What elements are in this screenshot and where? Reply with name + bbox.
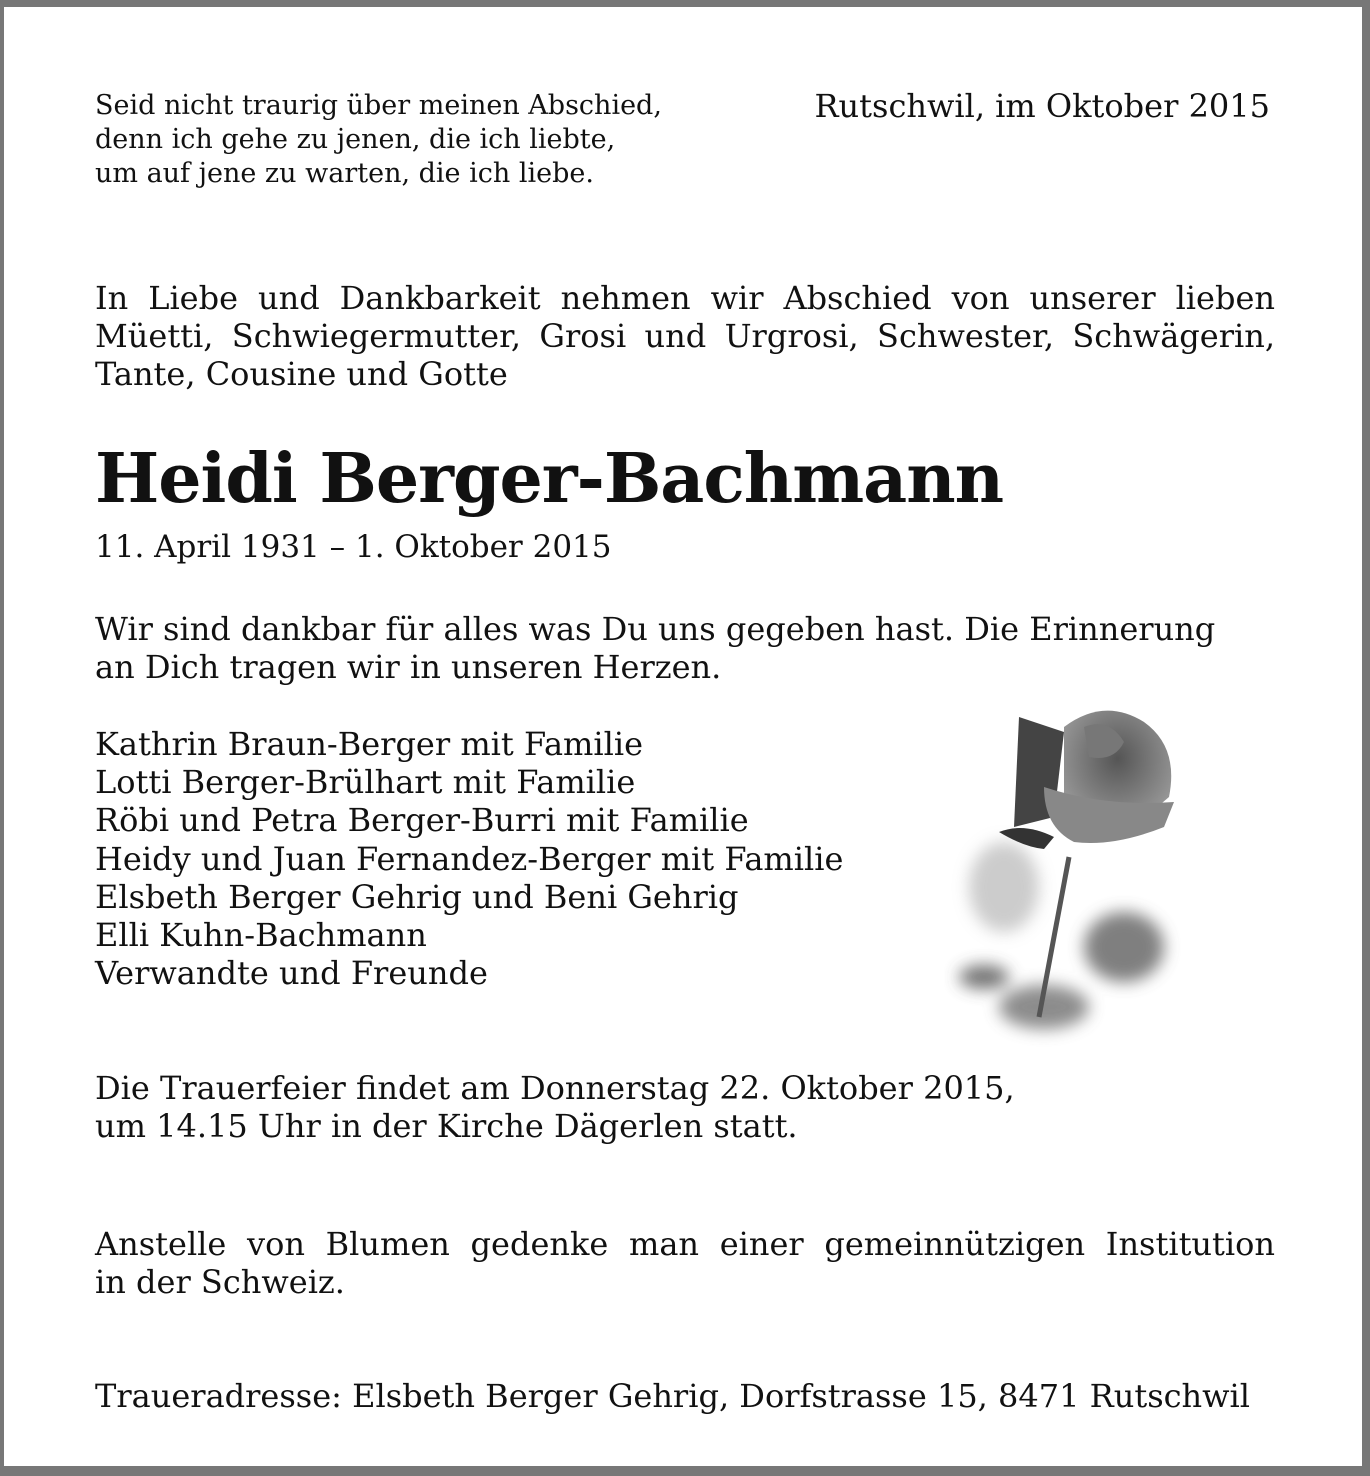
donation-line: in der Schweiz. [95, 1263, 345, 1301]
donation-line: Anstelle von Blumen gedenke man einer gemeinnützigen Institution [95, 1225, 1275, 1263]
thanks-line: Wir sind dankbar für alles was Du uns gegeben hast. Die Erinnerung [95, 610, 1216, 648]
intro-text [95, 279, 1275, 393]
service-info [95, 1069, 1015, 1145]
mourner: Verwandte und Freunde [95, 954, 488, 993]
mourner: Kathrin Braun-Berger mit Familie [95, 725, 644, 763]
obituary-page [4, 7, 1362, 1466]
intro-line: Tante, Cousine und Gotte [95, 355, 508, 393]
mourners-list [95, 725, 843, 992]
mourner: Röbi und Petra Berger-Burri mit Familie [95, 801, 749, 840]
service-line: Die Trauerfeier findet am Donnerstag 22. Oktober 2015, [95, 1069, 1015, 1107]
rose-icon [944, 687, 1194, 1057]
mourner: Elli Kuhn-Bachmann [95, 916, 427, 955]
intro-line: In Liebe und Dankbarkeit nehmen wir Abschied von unserer lieben [95, 279, 1275, 317]
thanks-text [95, 610, 1215, 686]
place-date: Rutschwil, im Oktober 2015 [814, 87, 1270, 125]
quote-line: um auf jene zu warten, die ich liebe. [95, 158, 594, 189]
quote-line: denn ich gehe zu jenen, die ich liebte, [95, 124, 616, 155]
quote-line: Seid nicht traurig über meinen Abschied, [95, 90, 662, 121]
intro-line: Müetti, Schwiegermutter, Grosi und Urgrosi, Schwester, Schwägerin, [95, 317, 1275, 355]
quote [95, 89, 662, 191]
thanks-line: an Dich tragen wir in unseren Herzen. [95, 648, 722, 686]
deceased-name: Heidi Berger-Bachmann [95, 439, 1004, 519]
mourner: Lotti Berger-Brülhart mit Familie [95, 763, 636, 802]
service-line: um 14.15 Uhr in der Kirche Dägerlen statt. [95, 1107, 798, 1145]
life-dates: 11. April 1931 – 1. Oktober 2015 [95, 529, 612, 565]
mourner: Heidy und Juan Fernandez-Berger mit Familie [95, 839, 844, 878]
donation-note [95, 1225, 1275, 1301]
mourner: Elsbeth Berger Gehrig und Beni Gehrig [95, 877, 739, 916]
mourning-address: Traueradresse: Elsbeth Berger Gehrig, Dorfstrasse 15, 8471 Rutschwil [95, 1377, 1250, 1415]
